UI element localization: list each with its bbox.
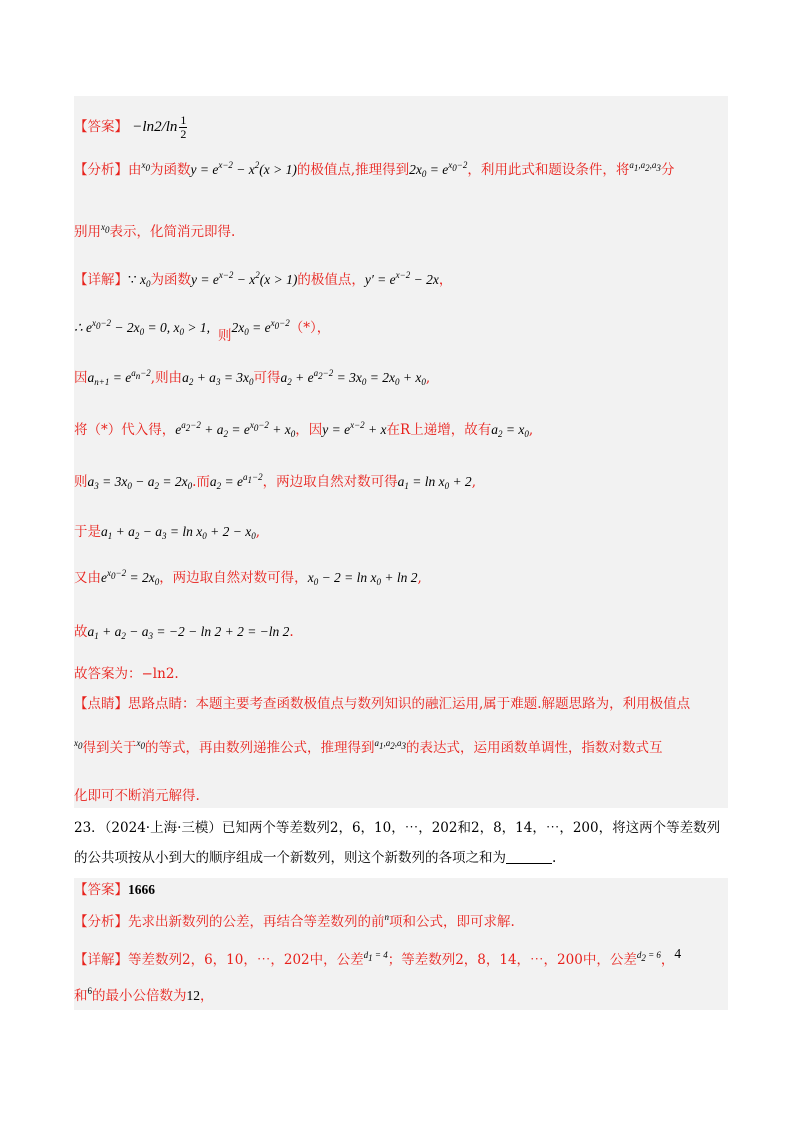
answer-value: −ln2/ln — [132, 119, 178, 135]
detail-line-1: 【详解】∵ $x_0$为函数$y = e^{x-2} - x^2(x > 1)$的极值点，$y' = e^{x-2} - 2x$， — [74, 270, 453, 289]
detail-line-q23-1: 【详解】等差数列2，6，10，⋯，202中，公差$^{d_1 = 4}$；等差数列2，8，14，⋯，200中，公差$^{d_2 = 6}$，4 — [74, 946, 682, 968]
detail-line-6: 于是$a_1 + a_2 - a_3 = \ln x_0 + 2 - x_0$, — [74, 524, 260, 541]
answer-label: 【答案】 — [74, 119, 128, 135]
detail-line-8: 故$a_1 + a_2 - a_3 = -2 - \ln 2 + 2 = -\ln$ 2. — [74, 624, 294, 641]
question-23-line-2: 的公共项按从小到大的顺序组成一个新数列，则这个新数列的各项之和为 . — [74, 850, 557, 866]
detail-line-q23-2: 和$^6$的最小公倍数为12， — [74, 986, 214, 1004]
question-23-line-1: 23．（2024·上海·三模）已知两个等差数列2，6，10，⋯，202和2，8，14，⋯，200，将这两个等差数列 — [74, 820, 721, 836]
detail-line-4: 将（*）代入得，$e^{a_2-2} + a_2 = e^{x_0-2} + x_0$，因$y = e^{x-2} + x$在R上递增，故有$a_2 = x_0$, — [74, 420, 534, 439]
answer-line-q22 — [74, 114, 728, 141]
detail-line-3: 因$a_{n+1} = e^{a_n-2}$,则由$a_2 + a_3 = 3x_0$可得$a_2 + e^{a_2-2} = 3x_0 = 2x_0 + x_0$, — [74, 368, 431, 387]
detail-line-7: 又由$e^{x_0-2} = 2x_0$，两边取自然对数可得，$x_0 - 2 = \ln x_0 + \ln 2$, — [74, 568, 422, 587]
answer-line-q23: 【答案】1666 — [74, 882, 155, 898]
comment-line-3: 化即可不断消元解得. — [74, 788, 200, 804]
detail-line-5: 则$a_3 = 3x_0 - a_2 = 2x_0$.而$a_2 = e^{a_1-2}$，两边取自然对数可得$a_1 = \ln x_0 + 2$, — [74, 472, 476, 491]
comment-line-1: 【点睛】思路点睛：本题主要考查函数极值点与数列知识的融汇运用,属于难题.解题思路为，利用极值点 — [74, 696, 691, 712]
answer-fraction: $\frac{1}{2}$ — [180, 113, 187, 141]
final-answer-q22: 故答案为：−ln2. — [74, 666, 179, 682]
analysis-line-q23: 【分析】先求出新数列的公差，再结合等差数列的前$^n$项和公式，即可求解. — [74, 912, 515, 930]
analysis-line-1: 【分析】由$^{x_0}$为函数$y = e^{x-2} - x^2(x > 1)$的极值点,推理得到$2x_0 = e^{x_0-2}$，利用此式和题设条件，将$^{a_1,a_2,a_3}$分 — [74, 160, 675, 179]
answer-blank — [506, 849, 552, 864]
detail-line-2: ∴ $e^{x_0-2} - 2x_0 = 0$, $x_0 > 1$,则$2x_0 = e^{x_0-2}(*)$， — [74, 318, 331, 344]
analysis-line-2: 别用$^{x_0}$表示，化简消元即得. — [74, 222, 236, 240]
comment-line-2: $^{x_0}$得到关于$^{x_0}$的等式，再由数列递推公式，推理得到$^{a_1,a_2,a_3}$的表达式，运用函数单调性，指数对数式互 — [74, 738, 663, 756]
